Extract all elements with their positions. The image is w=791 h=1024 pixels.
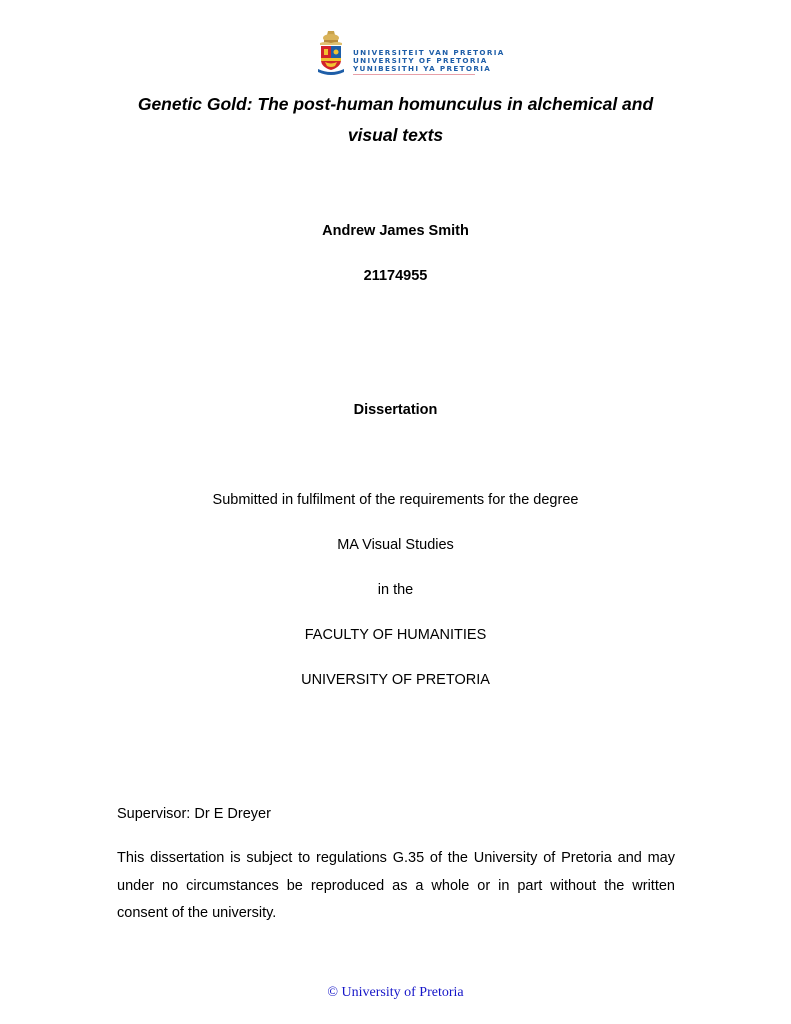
university-name-lines	[353, 49, 505, 74]
connector-text: in the	[377, 582, 414, 598]
submission-statement: Submitted in fulfilment of the requirements for the degree	[212, 492, 579, 508]
supervisor-line: Supervisor: Dr E Dreyer	[117, 806, 271, 822]
disclaimer-paragraph: This dissertation is subject to regulations G.35 of the University of Pretoria and may under no circumstances be reproduced as a whole or in part without the written consent of the university.	[117, 850, 675, 921]
university-crest-icon	[315, 29, 347, 77]
logo-underline	[353, 74, 475, 75]
logo-line-english: UNIVERSITY OF PRETORIA	[353, 56, 488, 66]
student-number: 21174955	[363, 268, 428, 284]
dissertation-title	[0, 89, 791, 150]
author-name: Andrew James Smith	[322, 223, 469, 239]
degree-name: MA Visual Studies	[337, 537, 454, 553]
university-name: UNIVERSITY OF PRETORIA	[301, 672, 490, 688]
university-logo	[315, 29, 505, 77]
title-line-2: visual texts	[347, 125, 444, 145]
faculty-name: FACULTY OF HUMANITIES	[304, 627, 487, 643]
copyright-footer: © University of Pretoria	[327, 985, 464, 1000]
logo-line-sepedi: YUNIBESITHI YA PRETORIA	[353, 64, 492, 74]
logo-line-afrikaans: UNIVERSITEIT VAN PRETORIA	[353, 48, 505, 57]
document-type: Dissertation	[353, 402, 438, 418]
title-line-1: Genetic Gold: The post-human homunculus in alchemical and	[137, 94, 654, 114]
